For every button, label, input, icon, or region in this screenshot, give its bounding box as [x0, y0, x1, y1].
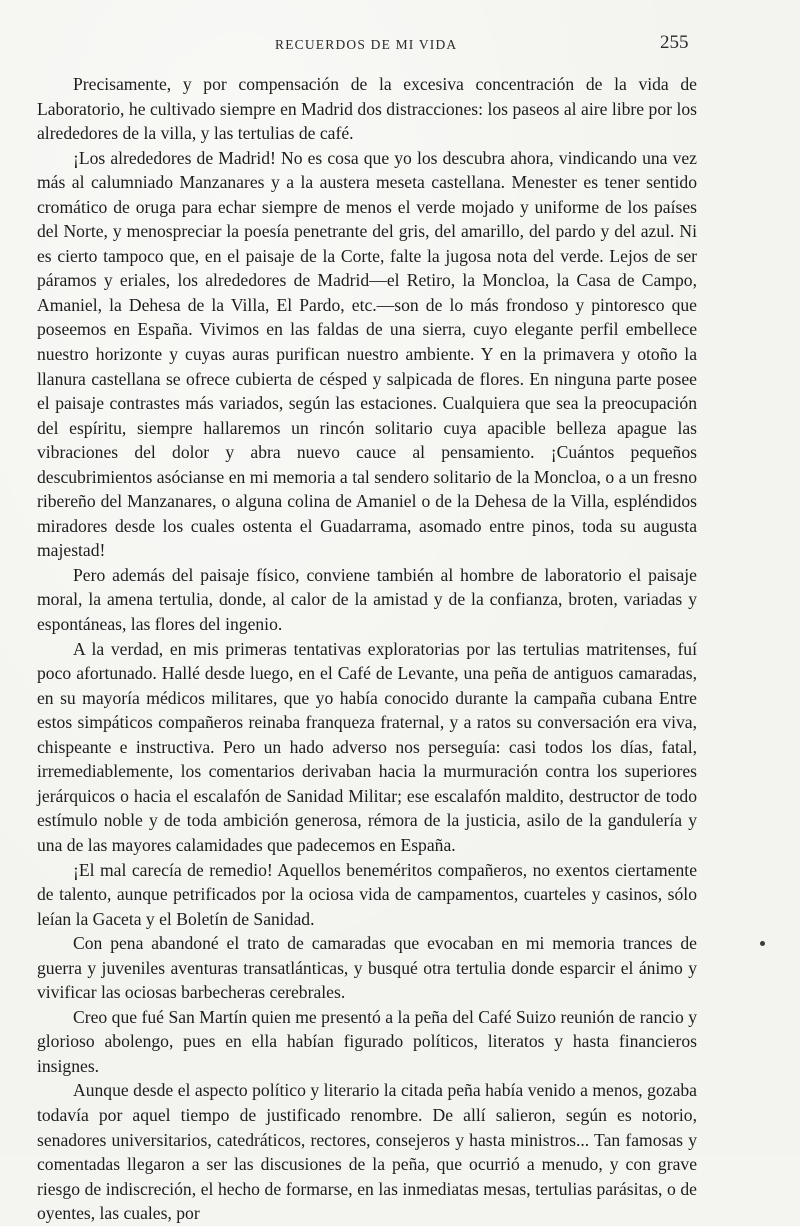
- paragraph: Creo que fué San Martín quien me presentó a la peña del Café Suizo reunión de rancio y glorioso abolengo, pues en ella habían figurado políticos, literatos y hasta financieros insignes.: [37, 1006, 697, 1076]
- running-title: RECUERDOS DE MI VIDA: [275, 37, 458, 52]
- margin-mark: [760, 941, 765, 946]
- paragraph: Aunque desde el aspecto político y literario la citada peña había venido a menos, gozaba todavía por aquel tiempo de justificado renombre. De allí salieron, según es notorio, senadores universitarios, catedráticos, rectores, consejeros y hasta ministros... Tan famosas y comentadas llegaron a ser las discusiones de la peña, que ocurrió a menudo, y con grave riesgo de indiscreción, el hecho de formarse, en las inmediatas mesas, tertulias parásitas, o de oyentes, las cuales, por: [37, 1080, 697, 1224]
- paragraph: Precisamente, y por compensación de la excesiva concentración de la vida de Laboratorio, he cultivado siempre en Madrid dos distracciones: los paseos al aire libre por los alrededores de la villa, y las tertulias de café.: [37, 74, 697, 144]
- running-head: [0, 32, 800, 57]
- paragraph: ¡Los alrededores de Madrid! No es cosa que yo los descubra ahora, vindicando una vez más al calumniado Manzanares y a la austera meseta castellana. Menester es tener sentido cromático de oruga para echar siempre de menos el verde mojado y uniforme de los países del Norte, y menospreciar la poesía penetrante del gris, del amarillo, del pardo y del azul. Ni es cierto tampoco que, en el paisaje de la Corte, falte la jugosa nota del verde. Lejos de ser páramos y eriales, los alrededores de Madrid—el Retiro, la Moncloa, la Casa de Campo, Amaniel, la Dehesa de la Villa, El Pardo, etc.—son de lo más frondoso y pintoresco que poseemos en España. Vivimos en las faldas de una sierra, cuyo elegante perfil embellece nuestro horizonte y cuyas auras purifican nuestro ambiente. Y en la primavera y otoño la llanura castellana se ofrece cubierta de césped y salpicada de flores. En ninguna parte posee el paisaje contrastes más variados, según las estaciones. Cualquiera que sea la preocupación del espíritu, siempre hallaremos un rincón solitario cuya apacible belleza apague las vibraciones del dolor y abra nuevo cauce al pensamiento. ¡Cuántos pequeños descubrimientos asócianse en mi memoria a tal sendero solitario de la Moncloa, o a un fresno ribereño del Manzanares, o alguna colina de Amaniel o de la Dehesa de la Villa, espléndidos miradores desde los cuales ostenta el Guadarrama, asomado entre pinos, toda su augusta majestad!: [37, 147, 697, 561]
- page-number: 255: [660, 32, 689, 53]
- paragraph: ¡El mal carecía de remedio! Aquellos beneméritos compañeros, no exentos ciertamente de talento, aunque petrificados por la ociosa vida de campamentos, cuarteles y casinos, sólo leían la Gaceta y el Boletín de Sanidad.: [37, 859, 697, 929]
- body-text: [37, 72, 697, 1226]
- paragraph: Pero además del paisaje físico, conviene también al hombre de laboratorio el paisaje moral, la amena tertulia, donde, al calor de la amistad y de la confianza, broten, variadas y espontáneas, las flores del ingenio.: [37, 564, 697, 635]
- paragraph: A la verdad, en mis primeras tentativas exploratorias por las tertulias matritenses, fuí poco afortunado. Hallé desde luego, en el Café de Levante, una peña de antiguos camaradas, en su mayoría médicos militares, que yo había conocido durante la campaña cubana Entre estos simpáticos compañeros reinaba franqueza fraternal, y a ratos su conversación era viva, chispeante e instructiva. Pero un hado adverso nos perseguía: casi todos los días, fatal, irremediablemente, los comentarios derivaban hacia la murmuración contra los superiores jerárquicos o hacia el escalafón de Sanidad Militar; ese escalafón maldito, destructor de todo estímulo noble y de toda ambición generosa, rémora de la justicia, asilo de la gandulería y una de las mayores calamidades que padecemos en España.: [37, 638, 697, 855]
- paragraph: Con pena abandoné el trato de camaradas que evocaban en mi memoria trances de guerra y juveniles aventuras transatlánticas, y busqué otra tertulia donde esparcir el ánimo y vivificar las ociosas barbecheras cerebrales.: [37, 933, 697, 1003]
